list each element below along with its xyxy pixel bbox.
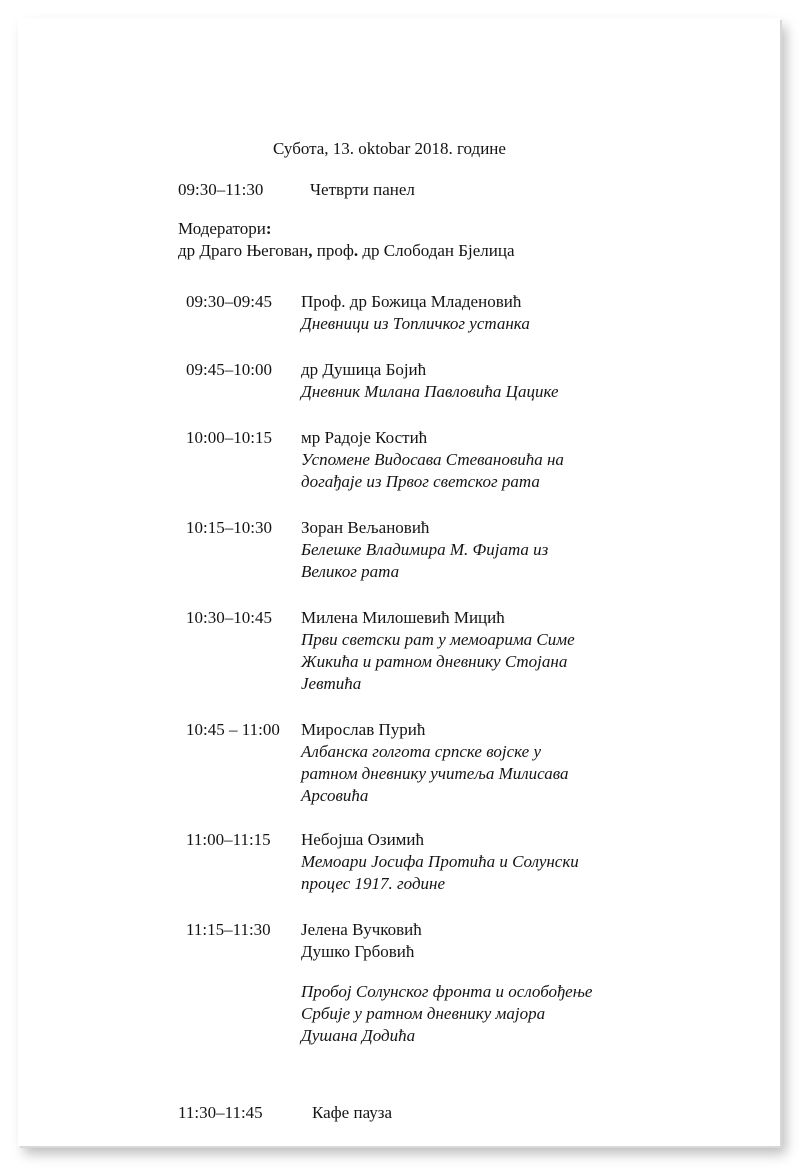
session-time: 11:00–11:15 (186, 830, 271, 849)
break-time: 11:30–11:45 (178, 1103, 263, 1122)
session-title-line: Јевтића (301, 674, 362, 693)
session-speaker: др Душица Бојић (301, 360, 427, 379)
session-time: 09:45–10:00 (186, 360, 272, 379)
session-title-line: ратном дневнику учитеља Милисава (301, 764, 569, 783)
session-title-line: Душана Додића (301, 1026, 416, 1045)
session-speaker: Милена Милошевић Мицић (301, 608, 505, 627)
document-page (18, 18, 780, 1146)
session-speaker: Проф. др Божица Младеновић (301, 292, 522, 311)
session-title-line: догађаје из Првог светског рата (301, 472, 540, 491)
session-title-line: Мемоари Јосифа Протића и Солунски (301, 852, 579, 871)
session-time: 10:15–10:30 (186, 518, 272, 537)
session-title: Дневник Милана Павловића Цацике (301, 382, 559, 401)
session-time: 10:45 – 11:00 (186, 720, 280, 739)
session-time: 09:30–09:45 (186, 292, 272, 311)
session-time: 10:00–10:15 (186, 428, 272, 447)
session-time: 11:15–11:30 (186, 920, 271, 939)
session-speaker: мр Радоје Костић (301, 428, 428, 447)
moderators-names: др Драго Његован, проф. др Слободан Бјелица (178, 241, 515, 260)
session-title-line: Великог рата (301, 562, 400, 581)
session-title-line: процес 1917. године (301, 874, 446, 893)
session-speaker: Зоран Вељановић (301, 518, 430, 537)
session-speaker: Небојша Озимић (301, 830, 425, 849)
session-title-line: Белешке Владимира М. Фијата из (301, 540, 549, 559)
session-speaker: Мирослав Пурић (301, 720, 426, 739)
session-title-line: Први светски рат у мемоарима Симе (301, 630, 575, 649)
session-title-line: Пробој Солунског фронта и ослобођење (301, 982, 593, 1001)
session-speaker: Душко Грбовић (301, 942, 415, 961)
session-title-line: Албанска голгота српске војске у (301, 742, 542, 761)
session-speaker: Јелена Вучковић (301, 920, 422, 939)
break-title: Кафе пауза (312, 1103, 393, 1122)
session-title-line: Арсовића (301, 786, 369, 805)
panel-time: 09:30–11:30 (178, 180, 264, 199)
session-time: 10:30–10:45 (186, 608, 272, 627)
session-title-line: Жикића и ратном дневнику Стојана (301, 652, 568, 671)
day-heading: Субота, 13. oktobar 2018. године (273, 139, 506, 158)
moderators-label: Модератори: (178, 219, 272, 238)
session-title-line: Успомене Видосава Стевановића на (301, 450, 564, 469)
session-title: Дневници из Топличког устанка (301, 314, 530, 333)
panel-title: Четврти панел (310, 180, 415, 199)
session-title-line: Србије у ратном дневнику мајора (301, 1004, 546, 1023)
